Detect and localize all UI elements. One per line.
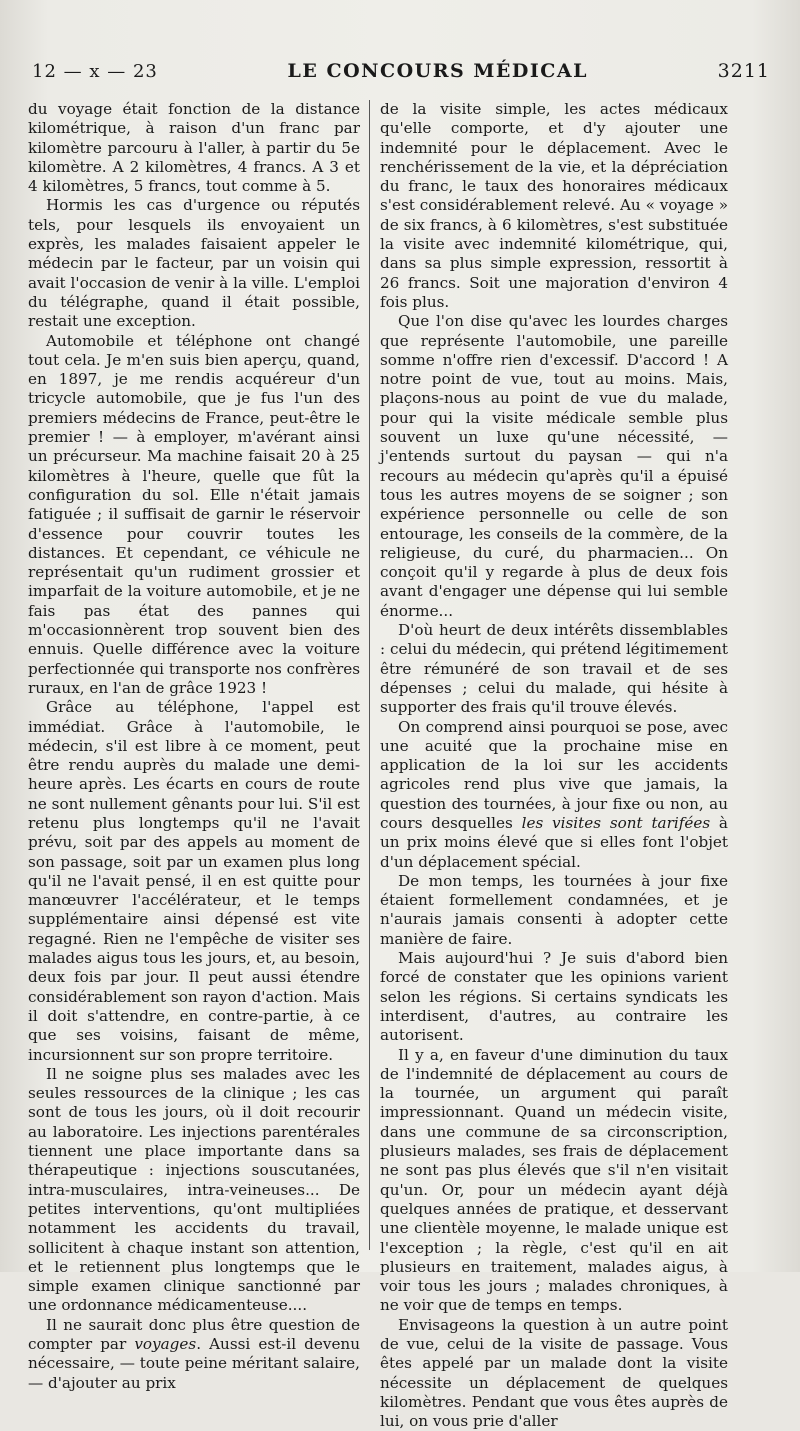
text-run: . Aussi est-il devenu nécessaire, — toute peine méritant salaire, — d'ajouter au prix (28, 1335, 360, 1392)
journal-title: LE CONCOURS MÉDICAL (287, 60, 588, 82)
paragraph: de la visite simple, les actes médicaux qu'elle comporte, et d'y ajouter une indemnité pour le déplacement. Avec le renchérissement de la vie, et la dépréciation du franc, le taux des honoraires médicaux s'est considérablement relevé. Au « voyage » de six francs, à 6 kilomètres, s'est substituée la visite avec indemnité kilométrique, qui, dans sa plus simple expression, ressortit à 26 francs. Soit une majoration d'environ 4 fois plus. (380, 100, 728, 311)
running-head (32, 56, 770, 86)
paragraph: Grâce au téléphone, l'appel est immédiat. Grâce à l'automobile, le médecin, s'il est libre à ce moment, peut être rendu auprès du malade une demi-heure après. Les écarts en cours de route ne sont nullement gênants pour lui. S'il est retenu plus longtemps qu'il ne l'avait prévu, soit par des appels au moment de son passage, soit par un examen plus long qu'il ne l'avait pensé, il en est quitte pour manœuvrer l'accélérateur, et le temps supplémentaire ainsi dépensé est vite regagné. Rien ne l'empêche de visiter ses malades aigus tous les jours, et, au besoin, deux fois par jour. Il peut aussi étendre considérablement son rayon d'action. Mais il doit s'attendre, en contre-partie, à ce que ses voisins, faisant de même, incursionnent sur son propre territoire. (28, 698, 360, 1064)
italic-text: les visites sont tarifées (521, 813, 711, 832)
right-column (380, 100, 728, 1431)
paragraph: Il y a, en faveur d'une diminution du taux de l'indemnité de déplacement au cours de la tournée, un argument qui paraît impressionnant. Quand un médecin visite, dans une commune de sa circonscription, plusieurs malades, ses frais de déplacement ne sont pas plus élevés que s'il n'en visitait qu'un. Or, pour un médecin ayant déjà quelques années de pratique, et desservant une clientèle moyenne, le malade unique est l'exception ; la règle, c'est qu'il en ait plusieurs en traitement, malades aigus, à voir tous les jours ; malades chroniques, à ne voir que de temps en temps. (380, 1045, 728, 1315)
paragraph: Il ne soigne plus ses malades avec les seules ressources de la clinique ; les cas sont de tous les jours, où il doit recourir au laboratoire. Les injections parentérales tiennent une place importante dans sa thérapeutique : injections souscutanées, intra-musculaires, intra-veineuses... De petites interventions, qu'ont multipliées notamment les accidents du travail, sollicitent à chaque instant son attention, et le retiennent plus longtemps que le simple examen clinique sanctionné par une ordonnance médicamenteuse.... (28, 1064, 360, 1315)
paragraph: Mais aujourd'hui ? Je suis d'abord bien forcé de constater que les opinions varient selon les régions. Si certains syndicats les interdisent, d'autres, au contraire les autorisent. (380, 949, 728, 1045)
paragraph: Hormis les cas d'urgence ou réputés tels, pour lesquels ils envoyaient un exprès, les malades faisaient appeler le médecin par le facteur, par un voisin qui avait l'occasion de venir à la ville. L'emploi du télégraphe, quand il était possible, restait une exception. (28, 196, 360, 331)
paragraph (380, 718, 728, 872)
paragraph: du voyage était fonction de la distance kilométrique, à raison d'un franc par kilomètre parcouru à l'aller, à partir du 5e kilomètre. A 2 kilomètres, 4 francs. A 3 et 4 kilomètres, 5 francs, tout comme à 5. (28, 100, 360, 196)
text-run: On comprend ainsi pourquoi se pose, avec une acuité que la prochaine mise en application de la loi sur les accidents agricoles rend plus vive que jamais, la question des tournées, à jour fixe ou non, au cours desquelles (380, 717, 728, 832)
text-run: à un prix moins élevé que si elles font l'objet d'un déplacement spécial. (380, 813, 728, 871)
paragraph: D'où heurt de deux intérêts dissemblables : celui du médecin, qui prétend légitimement être rémunéré de son travail et de ses dépenses ; celui du malade, qui hésite à supporter des frais qu'il trouve élevés. (380, 621, 728, 717)
page-number: 3211 (717, 60, 770, 82)
paragraph (28, 1316, 360, 1393)
paragraph: Envisageons la question à un autre point de vue, celui de la visite de passage. Vous êtes appelé par un malade dont la visite nécessite un déplacement de quelques kilomètres. Pendant que vous êtes auprès de lui, on vous prie d'aller (380, 1315, 728, 1431)
column-divider (369, 100, 370, 1250)
italic-text: voyages (134, 1335, 197, 1353)
paragraph: Automobile et téléphone ont changé tout cela. Je m'en suis bien aperçu, quand, en 1897, je me rendis acquéreur d'un tricycle automobile, que je fus l'un des premiers médecins de France, peut-être le premier ! — à employer, m'avérant ainsi un précurseur. Ma machine faisait 20 à 25 kilomètres à l'heure, quelle que fût la configuration du sol. Elle n'était jamais fatiguée ; il suffisait de garnir le réservoir d'essence pour couvrir toutes les distances. Et cependant, ce véhicule ne représentait qu'un rudiment grossier et imparfait de la voiture automobile, et je ne fais pas état des pannes qui m'occasionnèrent trop souvent bien des ennuis. Quelle différence avec la voiture perfectionnée qui transporte nos confrères ruraux, en l'an de grâce 1923 ! (28, 331, 360, 697)
issue-date: 12 — x — 23 (32, 60, 158, 82)
left-column (28, 100, 360, 1392)
paragraph: De mon temps, les tournées à jour fixe étaient formellement condamnées, et je n'aurais jamais consenti à adopter cette manière de faire. (380, 871, 728, 948)
text-run: Il ne saurait donc plus être question de compter par (28, 1315, 360, 1353)
paragraph: Que l'on dise qu'avec les lourdes charges que représente l'automobile, une pareille somme n'offre rien d'excessif. D'accord ! A notre point de vue, tout au moins. Mais, plaçons-nous au point de vue du malade, pour qui la visite médicale semble plus souvent un luxe qu'une nécessité, — j'entends surtout du paysan — qui n'a recours au médecin qu'après qu'il a épuisé tous les autres moyens de se soigner ; son expérience personnelle ou celle de son entourage, les conseils de la commère, de la religieuse, du curé, du pharmacien... On conçoit qu'il y regarde à plus de deux fois avant d'engager une dépense qui lui semble énorme... (380, 312, 728, 620)
